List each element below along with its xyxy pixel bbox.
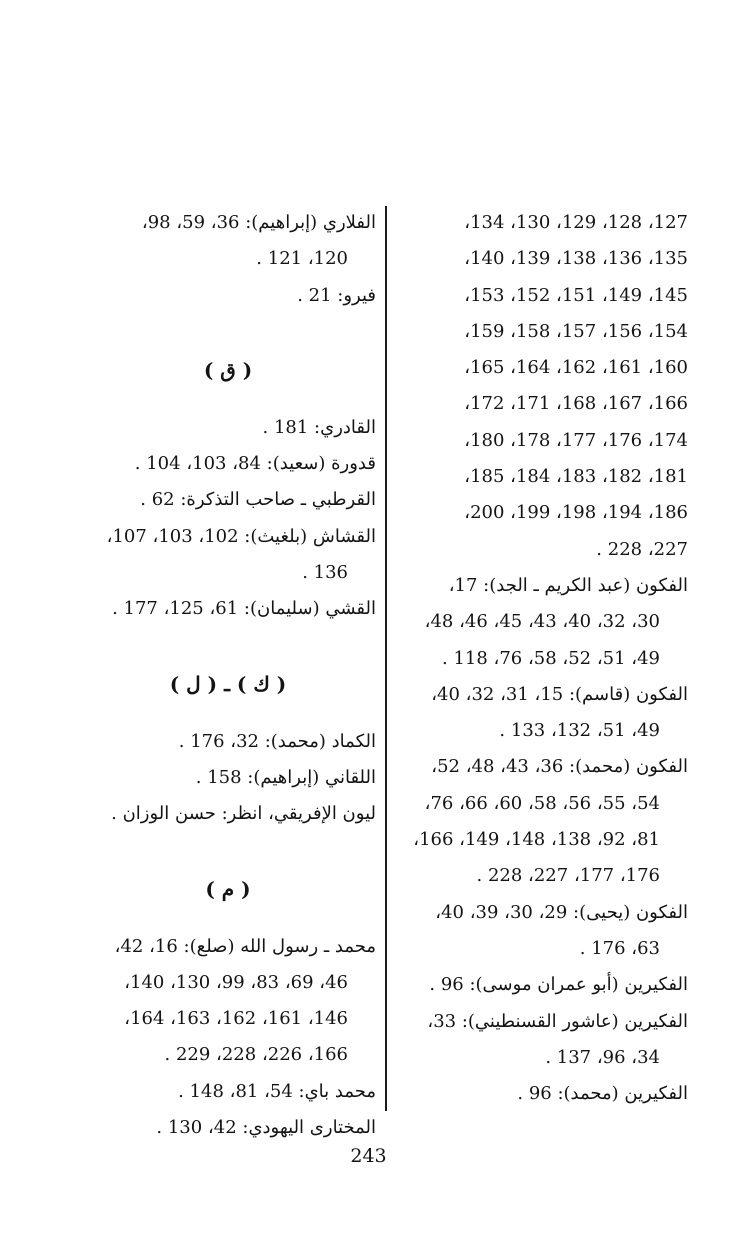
section-gap [80, 388, 376, 410]
index-column-left [80, 205, 376, 1146]
index-entry-line: 160، 161، 162، 164، 165، [464, 357, 688, 379]
index-entry-line: الفكيرين (أبو عمران موسى): 96 . [429, 974, 688, 996]
index-entry-line: الفكيرين (محمد): 96 . [517, 1083, 688, 1105]
index-entry-line: المختارى اليهودي: 42، 130 . [156, 1117, 376, 1139]
index-entry-line: 120، 121 . [256, 248, 348, 270]
index-entry-line: 81، 92، 138، 148، 149، 166، [413, 829, 660, 851]
index-entry-line: القشي (سليمان): 61، 125، 177 . [112, 598, 376, 620]
section-heading-kaf-lam: ( ك ) ـ ( ل ) [169, 671, 287, 696]
index-entry-line: الفكون (يحيى): 29، 30، 39، 40، [435, 901, 688, 923]
index-entry-line: اللقاني (إبراهيم): 158 . [195, 766, 376, 788]
index-entry-line: 146، 161، 162، 163، 164، [124, 1008, 348, 1030]
index-entry-line: 34، 96، 137 . [545, 1046, 660, 1068]
index-block-qaf [80, 410, 376, 628]
index-entry-line: الفكون (محمد): 36، 43، 48، 52، [431, 756, 688, 778]
index-entry-line: قدورة (سعيد): 84، 103، 104 . [134, 453, 376, 475]
index-entry-line: 135، 136، 138، 139، 140، [464, 248, 688, 270]
index-entry-line: 154، 156، 157، 158، 159، [464, 320, 688, 342]
index-entry-line: 166، 167، 168، 171، 172، [464, 393, 688, 415]
index-block-f [80, 205, 376, 314]
index-entry-line: 127، 128، 129، 130، 134، [464, 212, 688, 233]
index-entry-line: ليون الإفريقي، انظر: حسن الوزان . [111, 803, 376, 825]
section-gap [80, 907, 376, 929]
index-entry-line: الفلاري (إبراهيم): 36، 59، 98، [141, 212, 376, 233]
section-gap [80, 833, 376, 871]
index-entry-line: 227، 228 . [596, 538, 688, 560]
index-entry-line: 174، 176، 177، 178، 180، [464, 429, 688, 451]
index-entry-line: 186، 194، 198، 199، 200، [464, 502, 688, 524]
index-entry-line: القشاش (بلغيث): 102، 103، 107، [106, 525, 376, 547]
section-gap [80, 314, 376, 352]
index-entry-line: الفكون (عبد الكريم ـ الجد): 17، [448, 574, 688, 596]
index-entry-line: 46، 69، 83، 99، 130، 140، [124, 971, 348, 993]
index-column-right [398, 205, 688, 1112]
index-block-mim [80, 929, 376, 1147]
index-entry-line: 176، 177، 227، 228 . [476, 865, 660, 887]
index-entry-line: 63، 176 . [579, 937, 660, 959]
index-entry-line: محمد باي: 54، 81، 148 . [178, 1080, 376, 1102]
index-entry-line: القرطبي ـ صاحب التذكرة: 62 . [140, 489, 376, 511]
section-gap [80, 702, 376, 724]
index-entry-line: 145، 149، 151، 152، 153، [464, 284, 688, 306]
index-entry-line: 49، 51، 52، 58، 76، 118 . [442, 647, 660, 669]
index-entry-line: الفكيرين (عاشور القسنطيني): 33، [427, 1010, 688, 1032]
index-entry-line: 181، 182، 183، 184، 185، [464, 466, 688, 488]
index-entry-line: 166، 226، 228، 229 . [164, 1044, 348, 1066]
page-number: 243 [350, 1145, 387, 1167]
index-entry-line: 30، 32، 40، 43، 45، 46، 48، [424, 611, 660, 633]
index-entry-line: فيرو: 21 . [297, 284, 376, 306]
index-entry-line: محمد ـ رسول الله (صلع): 16، 42، [114, 935, 376, 957]
index-entry-line: القادري: 181 . [262, 416, 376, 438]
index-entry-line: 136 . [302, 562, 348, 584]
column-divider [385, 206, 387, 1111]
section-heading-qaf: ( ق ) [203, 357, 253, 382]
index-block-kaf-lam [80, 724, 376, 833]
section-gap [80, 628, 376, 666]
index-entry-line: 54، 55، 56، 58، 60، 66، 76، [424, 792, 660, 814]
index-entry-line: 49، 51، 132، 133 . [499, 720, 660, 742]
section-heading-mim: ( م ) [205, 876, 251, 901]
index-entry-line: الكماد (محمد): 32، 176 . [178, 730, 376, 752]
index-entry-line: الفكون (قاسم): 15، 31، 32، 40، [431, 683, 688, 705]
